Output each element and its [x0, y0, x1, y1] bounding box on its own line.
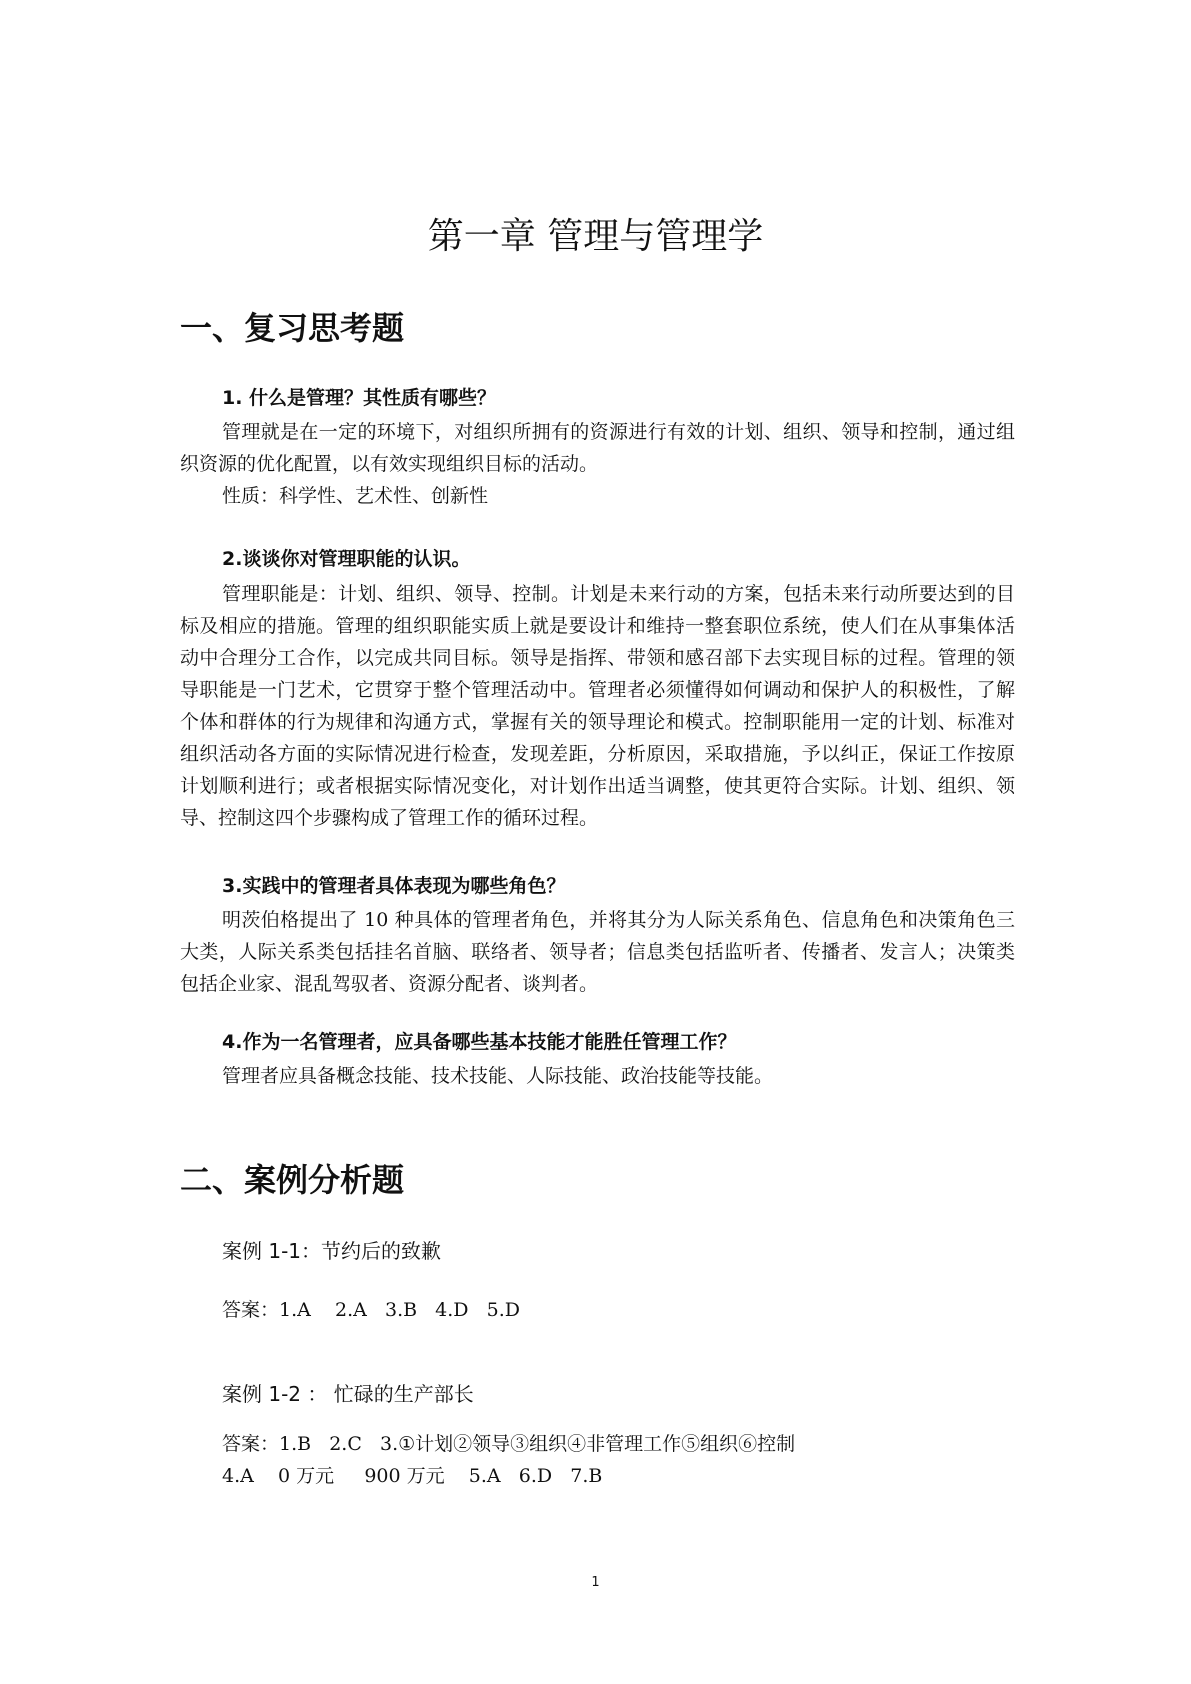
page-number: 1 [591, 1575, 600, 1590]
section-heading-case-analysis: 二、案例分析题 [180, 1161, 405, 1199]
case-answer-line: 4.A 0 万元 900 万元 5.A 6.D 7.B [222, 1465, 603, 1487]
answer-paragraph: 管理就是在一定的环境下，对组织所拥有的资源进行有效的计划、组织、领导和控制，通过组织资源的优化配置，以有效实现组织目标的活动。 [180, 421, 1015, 475]
case-title: 案例 1-2 ： 忙碌的生产部长 [222, 1382, 474, 1406]
question-title: 4.作为一名管理者，应具备哪些基本技能才能胜任管理工作？ [222, 1031, 737, 1053]
question-title: 3.实践中的管理者具体表现为哪些角色？ [222, 875, 566, 897]
case-answer-line: 答案：1.A 2.A 3.B 4.D 5.D [222, 1299, 521, 1321]
answer-paragraph: 管理者应具备概念技能、技术技能、人际技能、政治技能等技能。 [222, 1065, 774, 1087]
answer-paragraph: 明茨伯格提出了 10 种具体的管理者角色，并将其分为人际关系角色、信息角色和决策角色三大类，人际关系类包括挂名首脑、联络者、领导者；信息类包括监听者、传播者、发言人；决策类包括企业家、混乱驾驭者、资源分配者、谈判者。 [180, 909, 1015, 995]
question-title: 2.谈谈你对管理职能的认识。 [222, 548, 471, 570]
question-title: 1. 什么是管理？其性质有哪些？ [222, 387, 497, 409]
section-heading-review-questions: 一、复习思考题 [180, 309, 405, 347]
case-answer-line: 答案：1.B 2.C 3.①计划②领导③组织④非管理工作⑤组织⑥控制 [222, 1433, 796, 1455]
answer-line: 性质：科学性、艺术性、创新性 [222, 485, 489, 507]
case-title: 案例 1-1：节约后的致歉 [222, 1239, 442, 1263]
chapter-title: 第一章 管理与管理学 [427, 216, 764, 257]
answer-paragraph: 管理职能是：计划、组织、领导、控制。计划是未来行动的方案，包括未来行动所要达到的目标及相应的措施。管理的组织职能实质上就是要设计和维持一整套职位系统，使人们在从事集体活动中合理分工合作，以完成共同目标。领导是指挥、带领和感召部下去实现目标的过程。管理的领导职能是一门艺术，它贯穿于整个管理活动中。管理者必须懂得如何调动和保护人的积极性，了解个体和群体的行为规律和沟通方式，掌握有关的领导理论和模式。控制职能用一定的计划、标准对组织活动各方面的实际情况进行检查，发现差距，分析原因，采取措施，予以纠正，保证工作按原计划顺利进行；或者根据实际情况变化，对计划作出适当调整，使其更符合实际。计划、组织、领导、控制这四个步骤构成了管理工作的循环过程。 [180, 583, 1015, 829]
